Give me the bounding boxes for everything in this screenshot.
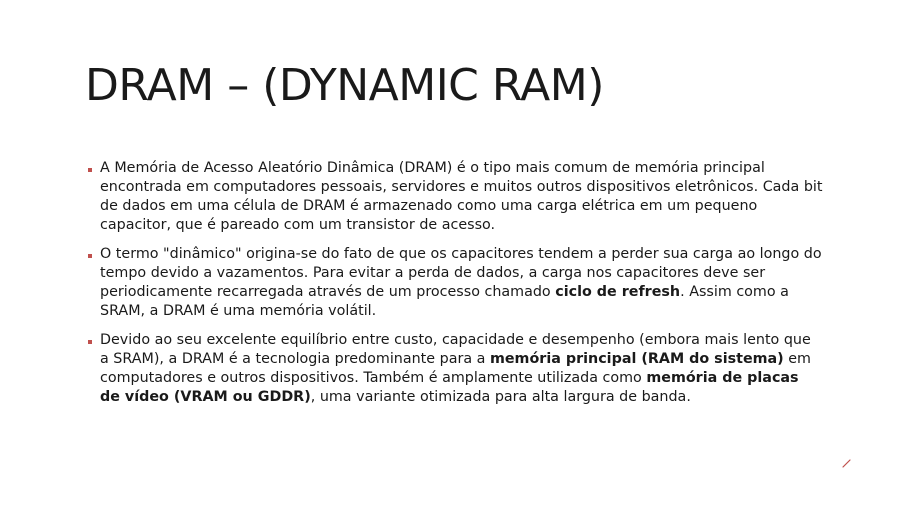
bullet-text-segment: . Assim como a SRAM, a DRAM é uma memória volátil. (100, 284, 789, 319)
bullet-text-bold: memória principal (RAM do sistema) (489, 351, 784, 367)
slide-title: DRAM – (DYNAMIC RAM) (85, 60, 604, 111)
bullet-text-segment: , uma variante otimizada para alta largura de banda. (310, 389, 691, 405)
bullet-list (88, 159, 823, 417)
bullet-marker-icon (88, 340, 92, 344)
bullet-marker-icon (88, 254, 92, 258)
bullet-text (100, 246, 822, 319)
bullet-marker-icon (88, 168, 92, 172)
bullet-text (100, 332, 811, 405)
bullet-text-segment: O termo "dinâmico" origina-se do fato de que os capacitores tendem a perder sua carga ao longo do tempo devido a vazamentos. Para evitar a perda de dados, a carga nos capacitores deve ser periodicamente recarregada através de um processo chamado (100, 246, 822, 300)
bullet-item (88, 331, 823, 407)
corner-mark-icon (842, 459, 851, 468)
bullet-text-segment: em computadores e outros dispositivos. Também é amplamente utilizada como (100, 351, 811, 386)
bullet-text-bold: memória de placas de vídeo (VRAM ou GDDR) (100, 370, 799, 405)
bullet-text-segment: Devido ao seu excelente equilíbrio entre custo, capacidade e desempenho (embora mais lento que a SRAM), a DRAM é a tecnologia predominante para a (100, 332, 811, 367)
bullet-text-segment: A Memória de Acesso Aleatório Dinâmica (DRAM) é o tipo mais comum de memória principal encontrada em computadores pessoais, servidores e muitos outros dispositivos eletrônicos. Cada bit de dados em uma célula de DRAM é armazenado como uma carga elétrica em um pequeno capacitor, que é pareado com um transistor de acesso. (100, 160, 823, 233)
bullet-item (88, 159, 823, 235)
bullet-text (100, 160, 822, 233)
bullet-text-bold: ciclo de refresh (555, 284, 681, 300)
bullet-item (88, 245, 823, 321)
